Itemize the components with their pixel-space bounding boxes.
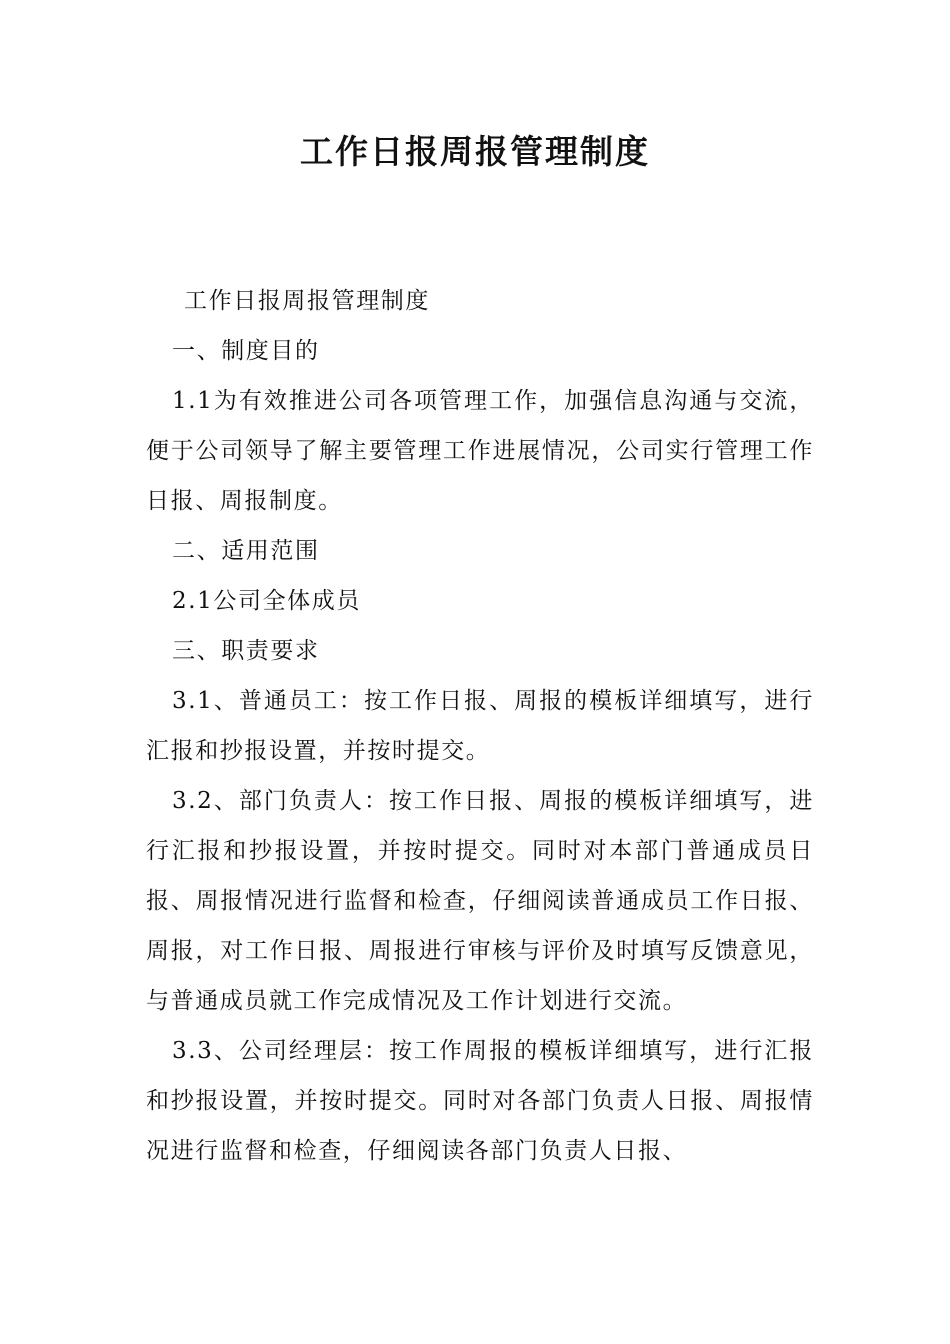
- paragraph-2-1: 2.1公司全体成员: [172, 588, 361, 614]
- document-body: [146, 276, 814, 1176]
- paragraph-3-1: 3.1、普通员工：按工作日报、周报的模板详细填写，进行汇报和抄报设置，并按时提交。: [146, 688, 814, 764]
- section-heading-scope: 二、适用范围: [172, 538, 320, 564]
- section-heading-duties: 三、职责要求: [172, 638, 320, 664]
- paragraph-3-2: 3.2、部门负责人：按工作日报、周报的模板详细填写，进行汇报和抄报设置，并按时提交。同时对本部门普通成员日报、周报情况进行监督和检查，仔细阅读普通成员工作日报、周报，对工作日报、周报进行审核与评价及时填写反馈意见，与普通成员就工作完成情况及工作计划进行交流。: [146, 788, 814, 1014]
- section-heading-purpose: 一、制度目的: [172, 338, 320, 364]
- paragraph-1-1: 1.1为有效推进公司各项管理工作，加强信息沟通与交流，便于公司领导了解主要管理工作进展情况，公司实行管理工作日报、周报制度。: [146, 388, 814, 514]
- paragraph-subtitle: 工作日报周报管理制度: [184, 288, 430, 314]
- document-title: 工作日报周报管理制度: [300, 132, 650, 171]
- paragraph-3-3: 3.3、公司经理层：按工作周报的模板详细填写，进行汇报和抄报设置，并按时提交。同时对各部门负责人日报、周报情况进行监督和检查，仔细阅读各部门负责人日报、: [146, 1038, 814, 1164]
